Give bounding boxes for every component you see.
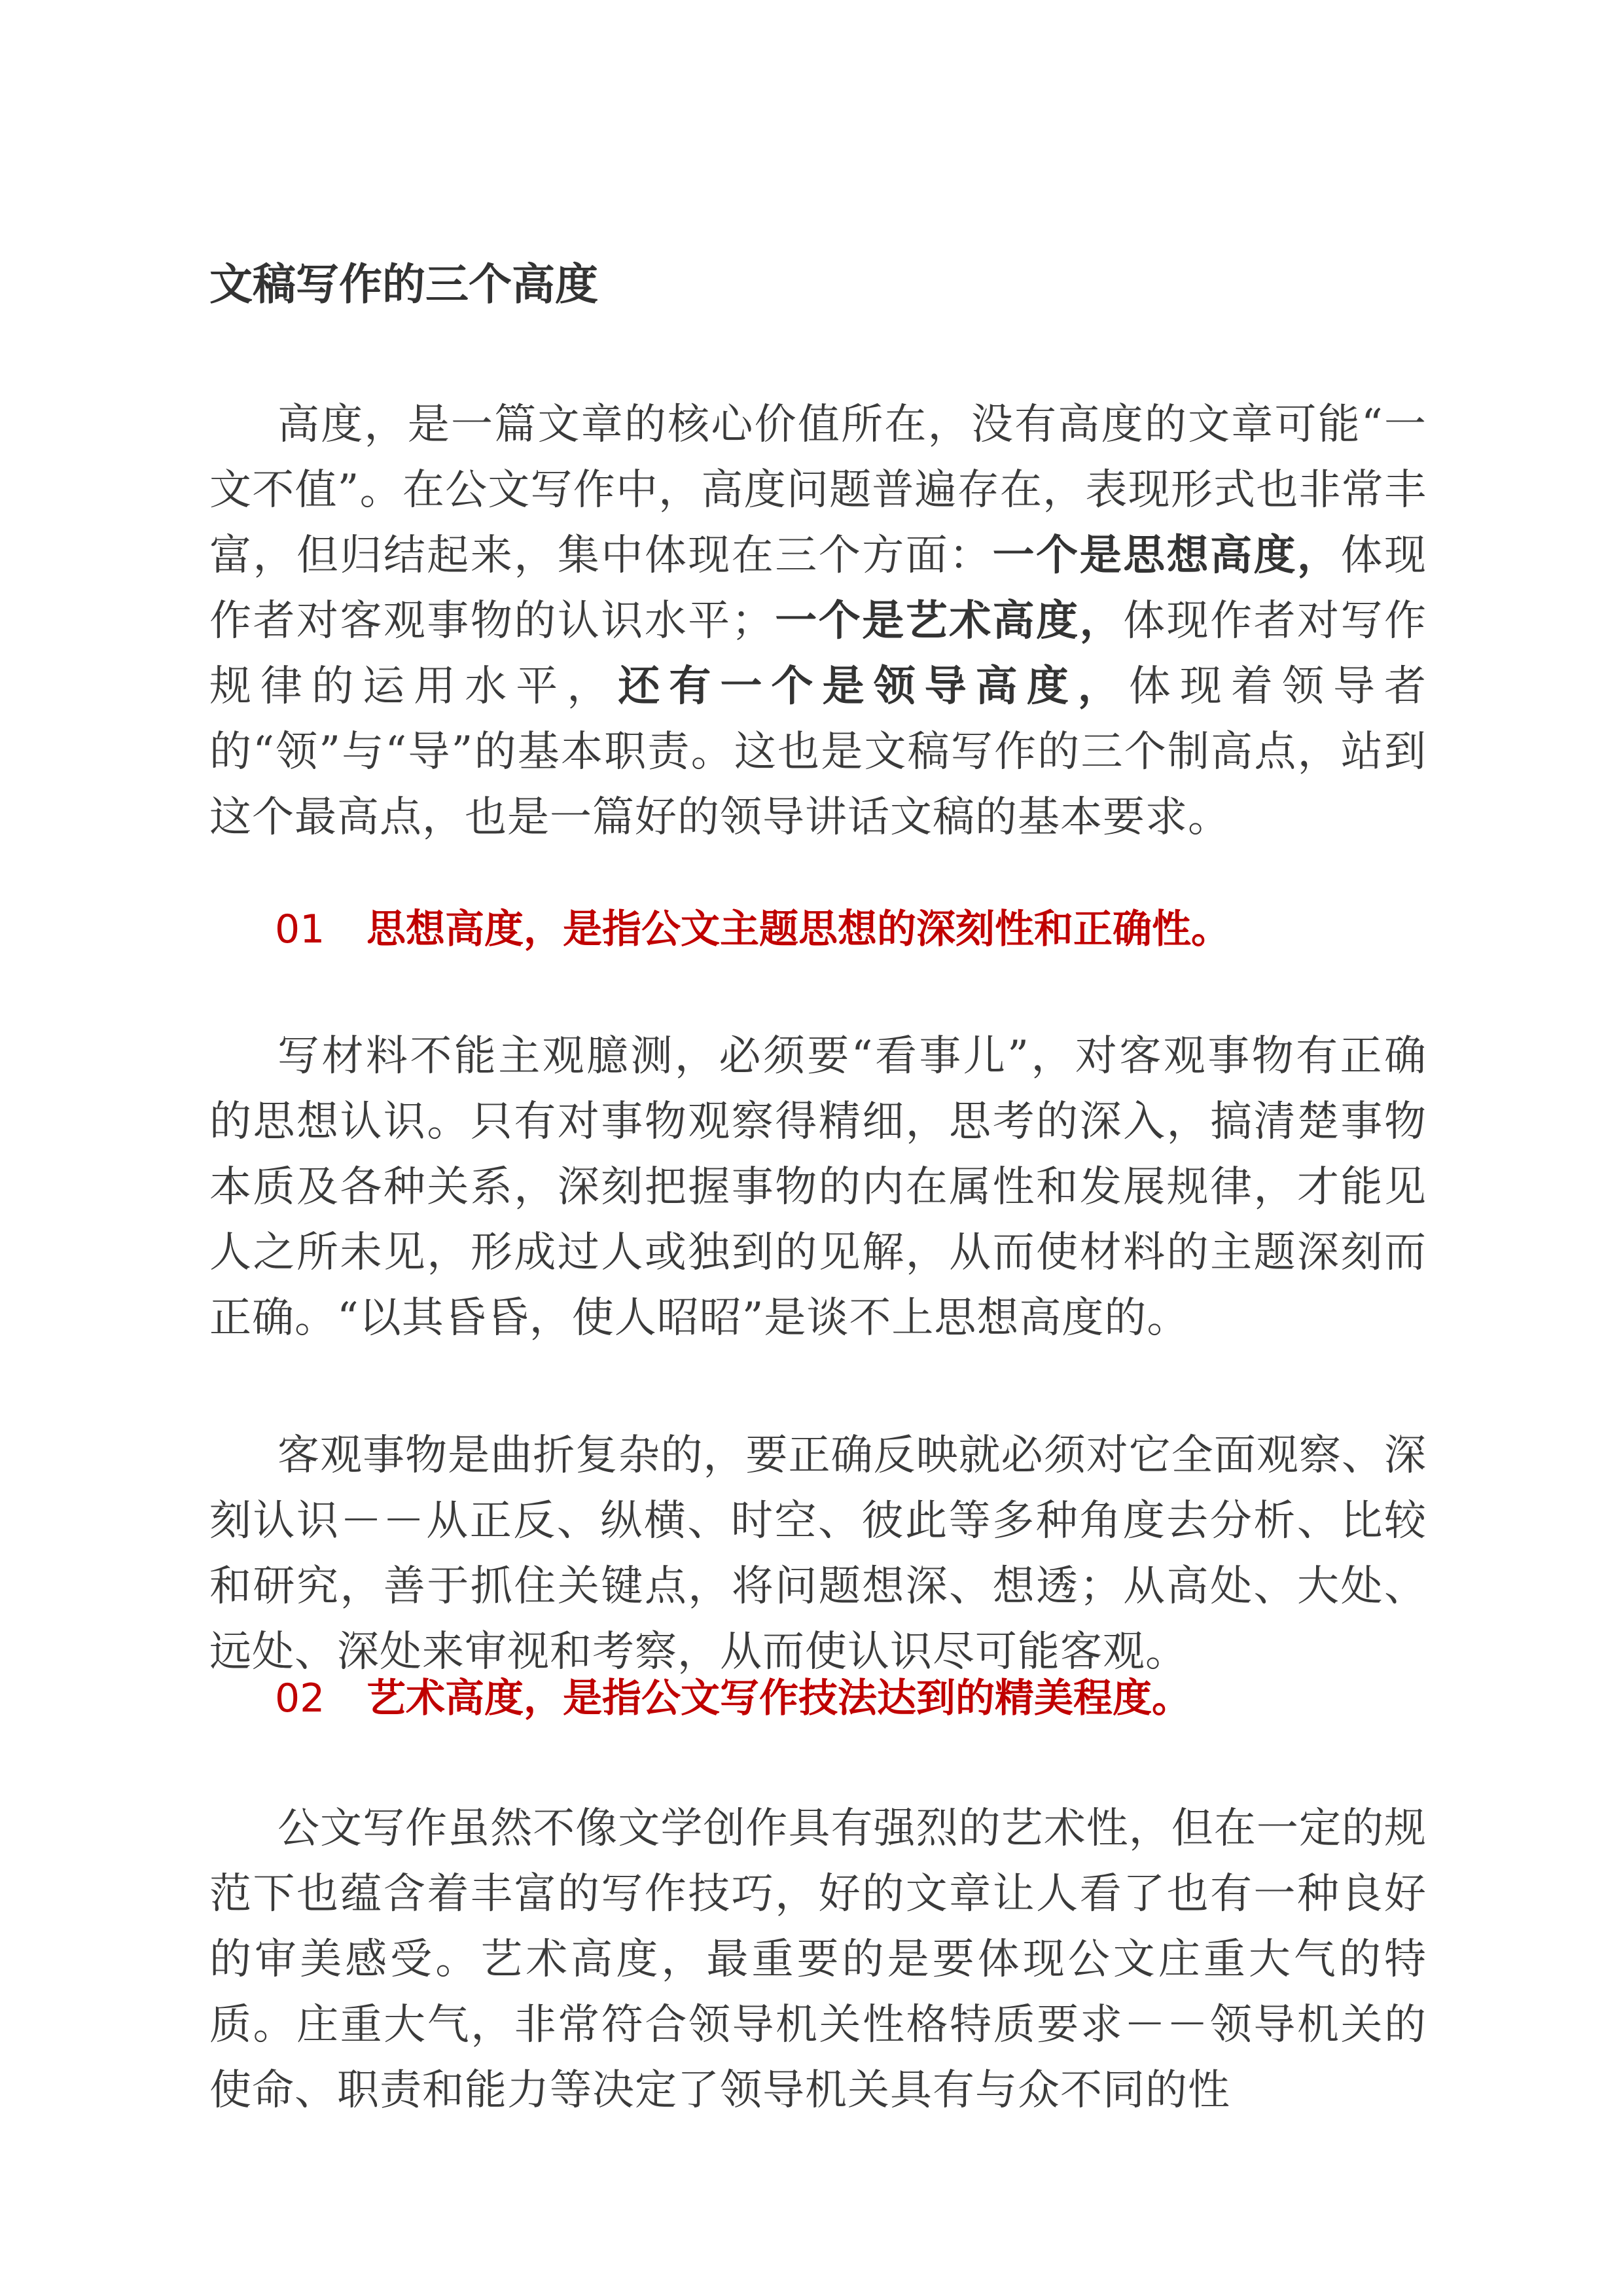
intro-text-2: 体现作者对客观事物的认识水平；: [209, 531, 1427, 645]
section-heading-text: 思想高度，是指公文主题思想的深刻性和正确性。: [366, 906, 1230, 952]
intro-paragraph: [209, 392, 1427, 850]
intro-text-4: 体现着领导者的“领”与“导”的基本职责。这也是文稿写作的三个制高点，站到这个最高点，也是一篇好的领导讲话文稿的基本要求。: [209, 662, 1427, 842]
section-heading-02: [275, 1666, 1191, 1731]
section1-paragraph-1: 写材料不能主观臆测，必须要“看事儿”，对客观事物有正确的思想认识。只有对事物观察得精细，思考的深入，搞清楚事物本质及各种关系，深刻把握事物的内在属性和发展规律，才能见人之所未见，形成过人或独到的见解，从而使材料的主题深刻而正确。“以其昏昏，使人昭昭”是谈不上思想高度的。: [209, 1032, 1427, 1342]
section-heading-01: [275, 897, 1230, 962]
intro-bold-leadership-height: 还有一个是领导高度，: [618, 662, 1129, 711]
intro-bold-thought-height: 一个是思想高度，: [992, 531, 1341, 580]
section-heading-text: 艺术高度，是指公文写作技法达到的精美程度。: [366, 1676, 1191, 1721]
document-title: 文稿写作的三个高度: [209, 259, 598, 310]
section2-paragraph-1: 公文写作虽然不像文学创作具有强烈的艺术性，但在一定的规范下也蕴含着丰富的写作技巧，好的文章让人看了也有一种良好的审美感受。艺术高度，最重要的是要体现公文庄重大气的特质。庄重大气，非常符合领导机关性格特质要求－－领导机关的使命、职责和能力等决定了领导机关具有与众不同的性: [209, 1804, 1427, 2115]
intro-text-1: 高度，是一篇文章的核心价值所在，没有高度的文章可能“一文不值”。在公文写作中，高度问题普遍存在，表现形式也非常丰富，但归结起来，集中体现在三个方面：: [209, 401, 1427, 580]
section1-paragraph-2: 客观事物是曲折复杂的，要正确反映就必须对它全面观察、深刻认识－－从正反、纵横、时空、彼此等多种角度去分析、比较和研究，善于抓住关键点，将问题想深、想透；从高处、大处、远处、深处来审视和考察，从而使认识尽可能客观。: [209, 1431, 1427, 1676]
section-number: 02: [275, 1676, 325, 1721]
section-number: 01: [275, 906, 325, 952]
intro-text-3: 体现作者对写作规律的运用水平，: [209, 597, 1427, 711]
intro-bold-art-height: 一个是艺术高度，: [774, 597, 1124, 645]
